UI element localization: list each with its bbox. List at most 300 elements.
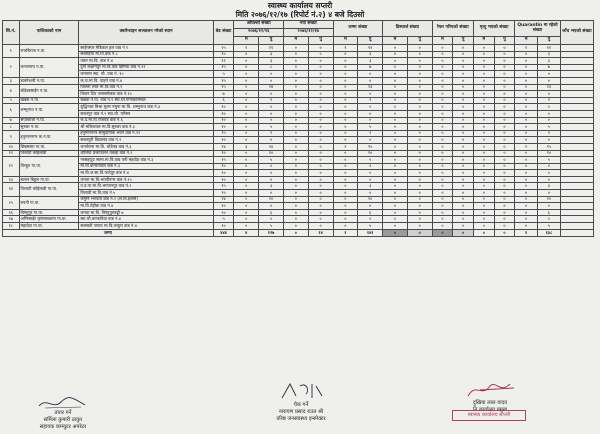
row-count: ३ [538,58,561,65]
row-count: ० [407,150,432,157]
row-count: ० [515,137,538,144]
row-municipality: सप्तकोशी न.पा. [19,117,79,124]
signature-role: वरिष्ठ जनस्वास्थ्य इन्स्पेक्टर [276,416,326,423]
row-location: सरस्वती जनता मा.वि.तरहुरा वाड नं.४ [79,223,213,230]
row-count: ० [383,143,408,150]
row-count: ० [538,163,561,170]
header-female: पु [538,37,561,45]
row-remark [560,203,593,210]
row-municipality: शम्भुनाथ न.पा. [19,104,79,117]
row-count: ० [473,124,494,131]
header-male: म [333,37,358,45]
row-count: ५ [538,124,561,131]
row-count: ० [515,203,538,210]
row-remark [560,170,593,177]
row-count: ० [283,196,308,203]
row-municipality: बोदेबरसाईन न.पा. [19,84,79,97]
row-count: ० [473,209,494,216]
row-count: १५ [538,143,561,150]
table-row [3,216,594,223]
row-count: ० [453,176,474,183]
row-beds: १५ [213,183,234,190]
signature-scribble-icon [460,378,520,400]
total-count: १४ [308,229,333,236]
row-count: ० [234,130,259,137]
row-count: ० [358,137,383,144]
row-sn: १३ [3,176,20,183]
row-count: २ [538,97,561,104]
row-sn: १८ [3,223,20,230]
row-count: १ [515,45,538,52]
row-count: ० [308,157,333,164]
row-count: ० [432,97,453,104]
row-count: ० [333,130,358,137]
row-count: ० [308,203,333,210]
row-count: ० [383,84,408,91]
row-count: ० [407,209,432,216]
row-count: ० [494,209,515,216]
row-count: ० [453,130,474,137]
row-count: ० [283,150,308,157]
row-remark [560,176,593,183]
row-count: ० [494,77,515,84]
row-count: ० [234,110,259,117]
row-remark [560,84,593,91]
row-count: ० [515,190,538,197]
row-count: ० [453,91,474,98]
row-count: ० [283,45,308,52]
row-count: ० [283,58,308,65]
office-stamp: स्वास्थ्य कार्यालय सप्तरी [452,410,526,421]
row-beds: २० [213,209,234,216]
row-count: ० [494,130,515,137]
row-count: ० [494,104,515,111]
row-count: ० [473,77,494,84]
row-count: ० [432,203,453,210]
row-count: ५ [538,157,561,164]
row-count: ० [333,190,358,197]
row-count: ० [453,150,474,157]
row-count: ० [473,130,494,137]
row-count: ० [383,91,408,98]
row-count: ० [308,130,333,137]
row-count: ० [308,77,333,84]
row-count: ० [333,97,358,104]
row-count: ० [407,170,432,177]
row-beds: १२ [213,58,234,65]
row-location: तिलाठी मा.वि.वाड नं.५ [79,190,213,197]
row-sn: ८ [3,124,20,131]
row-count: ० [407,143,432,150]
row-count: ० [538,71,561,78]
row-count: ० [234,196,259,203]
row-count: ० [308,91,333,98]
row-count: ३ [538,183,561,190]
row-location: दुर्गा लक्षानपुर मा.वि.वाड हिमिया वाड नं.११ [79,64,213,71]
table-row [3,77,594,84]
row-count: २ [333,143,358,150]
quarantine-table [2,20,594,237]
row-count: ० [473,223,494,230]
row-count: ० [407,45,432,52]
row-count: १४ [259,84,284,91]
table-row [3,196,594,203]
row-count: ० [473,176,494,183]
row-count: ० [283,91,308,98]
row-count: ० [259,117,284,124]
row-count: ० [383,77,408,84]
row-count: ० [515,130,538,137]
row-remark [560,143,593,150]
row-count: १० [538,150,561,157]
row-count: ० [259,104,284,111]
row-location: मा.वि.तेहौडा वाड नं.४ [79,203,213,210]
row-count: ० [283,51,308,58]
row-count: ० [432,110,453,117]
row-count: ३ [358,51,383,58]
header-male: म [515,37,538,45]
table-row [3,150,594,157]
row-count: ० [407,77,432,84]
row-sn: १ [3,45,20,58]
row-count: ० [234,209,259,216]
table-row [3,209,594,216]
row-count: ० [308,84,333,91]
row-count: ० [308,170,333,177]
row-remark [560,209,593,216]
signature-name: दुखिया लाल यादव [472,400,508,406]
row-sn: १२ [3,157,20,177]
row-count: ० [494,97,515,104]
row-count: ० [259,71,284,78]
row-count: ० [453,170,474,177]
row-count: ० [515,196,538,203]
row-count: ० [383,223,408,230]
row-count: ० [473,183,494,190]
row-count: ० [432,150,453,157]
row-sn: ५ [3,97,20,104]
row-sn: १५ [3,196,20,209]
row-remark [560,183,593,190]
row-count: ० [432,137,453,144]
row-sn: ३ [3,77,20,84]
signature-name: सर्मिला कुमारी ठाकुर [43,417,83,424]
row-remark [560,216,593,223]
row-count: ० [453,117,474,124]
row-count: ० [234,163,259,170]
row-count: २ [259,97,284,104]
row-municipality: तिलाठी कोईलाडी गा.पा. [19,183,79,196]
row-count: ० [283,124,308,131]
row-beds: १० [213,124,234,131]
row-count: ११ [358,45,383,52]
row-count: ० [538,190,561,197]
row-count: ० [407,110,432,117]
table-row [3,183,594,190]
row-count: ३ [259,183,284,190]
row-count: ० [538,77,561,84]
row-count: ० [515,124,538,131]
total-remark [560,229,593,236]
row-remark [560,97,593,104]
total-count: १२७ [259,229,284,236]
total-count: ० [432,229,453,236]
row-location: जमुनि भगवती वाड नं.२ (ल.वि.इलामे) [79,196,213,203]
row-count: ० [234,176,259,183]
row-location: ज.दे.मा.वि.राजपड वाड नं.६ [79,117,213,124]
row-municipality: बलान बिहुल गा.पा. [19,176,79,183]
row-count: ० [383,117,408,124]
row-count: ० [308,71,333,78]
row-count: २ [358,130,383,137]
row-count: ६ [358,209,383,216]
row-count: ० [407,130,432,137]
total-row [3,229,594,236]
row-remark [560,150,593,157]
row-count: ० [432,163,453,170]
row-count: ० [515,71,538,78]
row-count: ० [234,203,259,210]
row-count: ० [259,91,284,98]
row-count: ० [234,170,259,177]
row-municipality: तिलाठी कोईलाडी [19,150,79,157]
table-row [3,203,594,210]
row-count: ० [515,51,538,58]
table-row [3,91,594,98]
row-count: ० [407,163,432,170]
row-count: ० [453,216,474,223]
row-count: ० [432,58,453,65]
row-beds: ५ [213,216,234,223]
row-count: ० [333,137,358,144]
row-count: ० [515,58,538,65]
row-count: ० [473,64,494,71]
row-count: ० [453,143,474,150]
row-sn: १७ [3,216,20,223]
row-count: ० [259,176,284,183]
row-count: ० [494,223,515,230]
row-count: ० [234,51,259,58]
row-count: ० [473,97,494,104]
row-count: ० [333,203,358,210]
row-count: ० [383,157,408,164]
row-count: ० [515,176,538,183]
table-row [3,190,594,197]
row-count: ० [432,64,453,71]
row-count: ० [494,196,515,203]
row-count: ० [383,150,408,157]
row-count: ० [494,137,515,144]
row-count: ० [515,150,538,157]
row-beds: २४ [213,196,234,203]
row-municipality: हनुमाननगर क.न.पा. [19,130,79,143]
row-count: ० [234,117,259,124]
row-count: ० [283,64,308,71]
row-count: ० [538,216,561,223]
row-count: ० [259,77,284,84]
row-count: ० [453,203,474,210]
header-male: म [473,37,494,45]
row-count: ० [283,71,308,78]
row-count: ० [515,170,538,177]
row-count: ० [283,77,308,84]
row-municipality: महादेवा गा.पा. [19,223,79,230]
row-municipality: डाक्नेश्वरी न.पा. [19,77,79,84]
row-location: खडक न.पा. वाड नं.९ स्वा.चौ.गोनाकारसाल [79,97,213,104]
row-count: ० [234,104,259,111]
row-count: ० [473,110,494,117]
header-remark: जाँच भएको संख्या [560,21,593,45]
row-count: ० [453,110,474,117]
row-count: ० [515,64,538,71]
row-count: ० [494,203,515,210]
row-count: ० [407,117,432,124]
table-row [3,117,594,124]
header-in-quarantine: Quarantin मा रहेको संख्या [515,21,560,37]
row-count: ० [333,71,358,78]
row-count: ० [407,124,432,131]
row-count: ० [308,137,333,144]
row-count: ० [333,77,358,84]
row-remark [560,71,593,78]
row-remark [560,58,593,65]
row-count: ० [432,223,453,230]
row-remark [560,124,593,131]
total-beds: ४४४ [213,229,234,236]
row-count: ० [234,71,259,78]
row-location: जनता मा.वि. विष्णुपुरकट्टी ७ [79,209,213,216]
row-sn: ९ [3,130,20,143]
row-count: ० [383,110,408,117]
row-count: ० [259,203,284,210]
row-count: ० [407,91,432,98]
row-remark [560,110,593,117]
row-beds: १० [213,51,234,58]
header-female: पु [358,37,383,45]
row-count: ० [283,97,308,104]
row-municipality: सुरुङा न.पा. [19,124,79,131]
header-sn: सि.नं. [3,21,20,45]
row-sn: १४ [3,183,20,196]
table-row [3,130,594,137]
row-count: ० [407,51,432,58]
row-location: सकरपुरी विद्यालय वाड नं.२ [79,137,213,144]
table-row [3,71,594,78]
row-count: ० [308,104,333,111]
table-row [3,157,594,164]
header-female: पु [308,37,333,45]
row-count: ० [494,216,515,223]
table-row [3,124,594,131]
row-remark [560,137,593,144]
row-count: ० [453,71,474,78]
signature-role: सहायक कम्प्युटर अपरेटर [39,424,87,431]
row-count: ० [538,110,561,117]
row-beds: १० [213,170,234,177]
header-municipality: पालिकाको नाम [19,21,79,45]
row-count: ० [308,223,333,230]
row-count: ० [453,45,474,52]
row-count: ० [407,190,432,197]
table-row [3,51,594,58]
row-count: ० [515,97,538,104]
row-count: ० [308,117,333,124]
row-count: ० [515,84,538,91]
row-count: ० [473,196,494,203]
row-count: ० [515,209,538,216]
row-count: ११ [538,45,561,52]
row-count: ० [234,77,259,84]
row-count: ० [358,117,383,124]
row-count: ० [432,84,453,91]
total-label: जम्मा [3,229,214,236]
row-count: ० [308,58,333,65]
row-count: १० [259,196,284,203]
row-count: ० [283,209,308,216]
row-count: ० [515,110,538,117]
row-count: ० [473,71,494,78]
row-count: ० [234,190,259,197]
row-count: ० [358,170,383,177]
row-count: ० [494,170,515,177]
row-count: ० [308,45,333,52]
row-count: ० [473,45,494,52]
row-count: ३ [259,51,284,58]
row-count: २ [358,97,383,104]
row-count: ० [358,110,383,117]
total-count: १ [333,229,358,236]
row-count: ० [494,58,515,65]
row-location: जिवन दिप जनसामेलक वाड नं.१० [79,91,213,98]
signature-tag: चेक गर्ने [293,402,309,408]
row-count: ० [432,216,453,223]
row-remark [560,91,593,98]
row-count: ० [333,163,358,170]
row-count: ० [283,130,308,137]
row-count: ० [358,176,383,183]
office-title: स्वास्थ्य कार्यालय सप्तरी [267,1,333,10]
row-count: ० [234,97,259,104]
row-count: ० [383,209,408,216]
row-count: ० [473,170,494,177]
row-count: ० [432,183,453,190]
row-count: ० [494,124,515,131]
row-count: ० [538,203,561,210]
row-count: ० [473,163,494,170]
row-count: ० [308,183,333,190]
row-count: ० [515,77,538,84]
header-total: जम्मा संख्या [333,21,383,37]
row-count: ० [283,183,308,190]
signature-scribble-icon [33,396,93,410]
row-sn: ४ [3,84,20,97]
signature-role: नि.कार्यालय प्रमुख [472,407,508,414]
header-prev: अघिल्लो संख्या [234,21,284,29]
row-count: ० [453,77,474,84]
row-count: ० [432,117,453,124]
row-count: ० [383,104,408,111]
row-location: जिल्ला लाल मा.वि.वाड नं.१ [79,84,213,91]
row-count: ७ [358,64,383,71]
row-count: ० [383,196,408,203]
row-sn: १० [3,143,20,150]
row-location: सकरपुर वाड नं.९ स्वा.चौ. परिसर [79,110,213,117]
row-count: ० [283,216,308,223]
row-count: ० [333,110,358,117]
row-count: ६ [259,209,284,216]
row-count: ० [407,176,432,183]
table-row [3,143,594,150]
